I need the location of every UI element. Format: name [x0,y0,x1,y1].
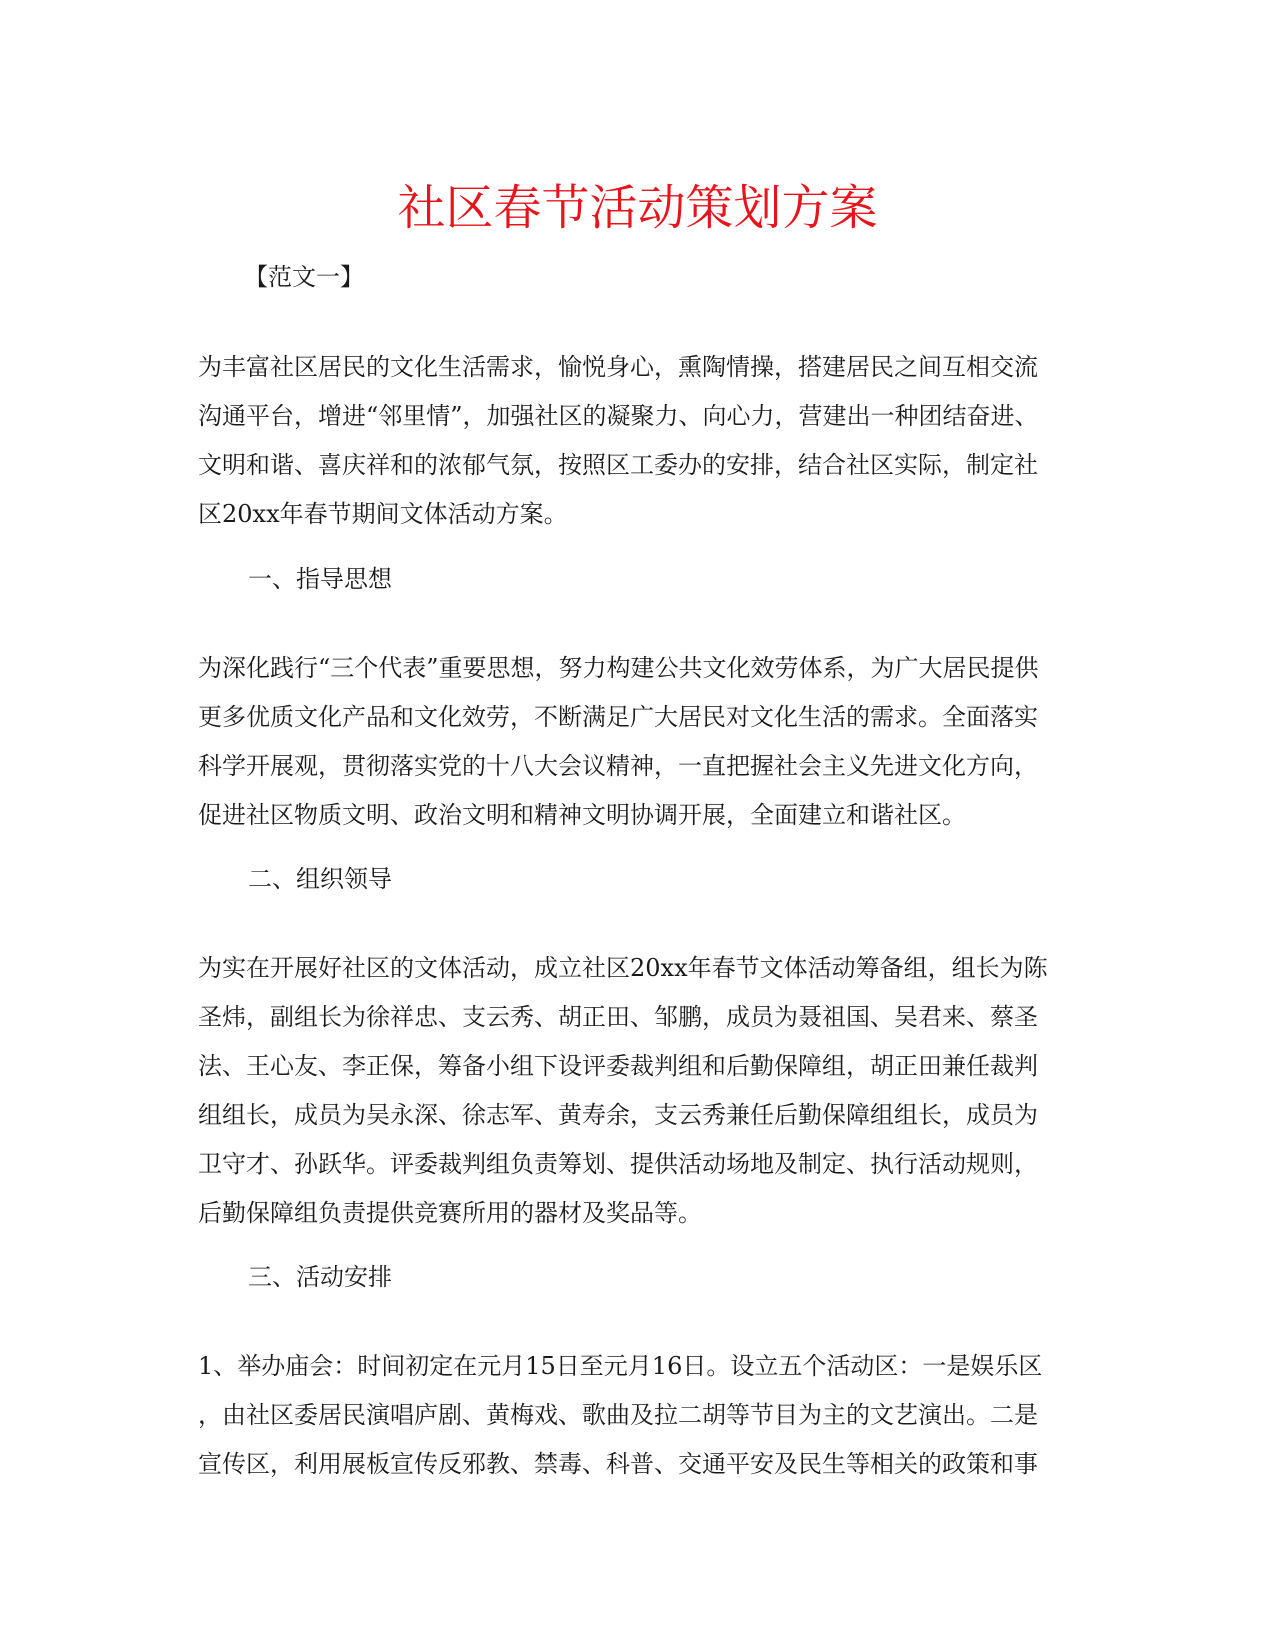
section-heading-activity-arrangement: 三、活动安排 [248,1263,392,1291]
paragraph-line: 组组长，成员为吴永深、徐志军、黄寿余，支云秀兼任后勤保障组组长，成员为 [198,1101,1038,1129]
paragraph-line: 沟通平台，增进“邻里情”，加强社区的凝聚力、向心力，营建出一种团结奋进、 [198,402,1039,430]
paragraph-line: 区20xx年春节期间文体活动方案。 [198,500,568,528]
sample-label: 【范文一】 [244,263,364,291]
paragraph-line: 宣传区，利用展板宣传反邪教、禁毒、科普、交通平安及民生等相关的政策和事 [198,1450,1038,1478]
intro-paragraph [198,343,1078,539]
paragraph-line: 圣炜，副组长为徐祥忠、支云秀、胡正田、邹鹏，成员为聂祖国、吴君来、蔡圣 [198,1003,1038,1031]
section-heading-guiding-ideology: 一、指导思想 [248,565,392,593]
section1-paragraph [198,644,1078,840]
paragraph-line: 促进社区物质文明、政治文明和精神文明协调开展，全面建立和谐社区。 [198,801,966,829]
paragraph-line: 文明和谐、喜庆祥和的浓郁气氛，按照区工委办的安排，结合社区实际，制定社 [198,451,1038,479]
paragraph-line: 为深化践行“三个代表”重要思想，努力构建公共文化效劳体系，为广大居民提供 [198,654,1039,682]
paragraph-line: 科学开展观，贯彻落实党的十八大会议精神，一直把握社会主义先进文化方向， [198,752,1038,780]
paragraph-line: 1、举办庙会：时间初定在元月15日至元月16日。设立五个活动区：一是娱乐区 [198,1352,1043,1380]
section-heading-organization: 二、组织领导 [248,865,392,893]
paragraph-line: 更多优质文化产品和文化效劳，不断满足广大居民对文化生活的需求。全面落实 [198,703,1038,731]
section2-paragraph [198,944,1078,1238]
paragraph-line: 法、王心友、李正保，筹备小组下设评委裁判组和后勤保障组，胡正田兼任裁判 [198,1052,1038,1080]
paragraph-line: 后勤保障组负责提供竞赛所用的器材及奖品等。 [198,1199,702,1227]
section3-paragraph [198,1342,1078,1489]
paragraph-line: 为丰富社区居民的文化生活需求，愉悦身心，熏陶情操，搭建居民之间互相交流 [198,353,1038,381]
paragraph-line: 卫守才、孙跃华。评委裁判组负责筹划、提供活动场地及制定、执行活动规则， [198,1150,1038,1178]
document-title: 社区春节活动策划方案 [397,180,878,236]
paragraph-line: 为实在开展好社区的文体活动，成立社区20xx年春节文体活动筹备组，组长为陈 [198,954,1048,982]
paragraph-line: ，由社区委居民演唱庐剧、黄梅戏、歌曲及拉二胡等节目为主的文艺演出。二是 [198,1401,1038,1429]
